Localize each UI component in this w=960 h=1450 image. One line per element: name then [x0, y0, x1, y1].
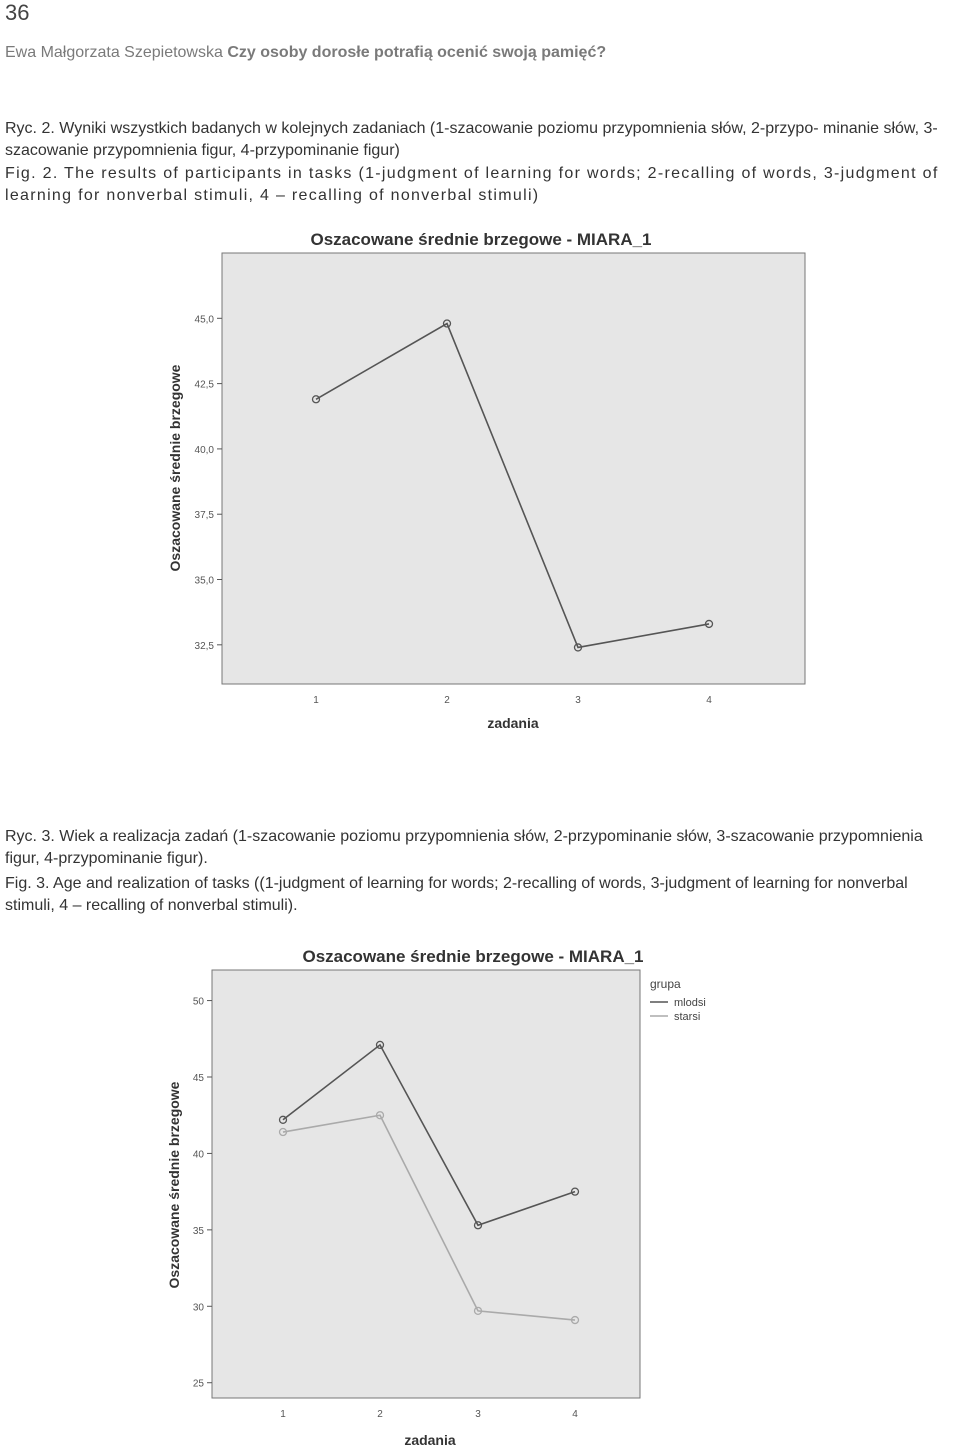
y-tick-label: 35 — [192, 1225, 204, 1237]
y-tick-label: 32,5 — [194, 640, 214, 652]
y-tick-label: 45,0 — [194, 314, 214, 326]
x-tick-label: 2 — [444, 695, 450, 706]
legend-label: mlodsi — [674, 997, 706, 1009]
y-tick-label: 40 — [192, 1149, 204, 1161]
y-tick-label: 45 — [192, 1073, 204, 1084]
plot-area — [222, 253, 805, 684]
x-axis-title: zadania — [404, 1432, 456, 1448]
caption-fig3: Fig. 3. Age and realization of tasks ((1-judgment of learning for words; 2-recalling of words, 3-judgment of learning for nonverbal stimuli, 4 – recalling of nonverbal stimuli). — [5, 875, 908, 914]
x-tick-label: 1 — [313, 695, 319, 706]
y-tick-label: 50 — [192, 996, 204, 1008]
y-tick-label: 42,5 — [194, 379, 214, 391]
x-tick-label: 3 — [575, 695, 581, 706]
legend-label: starsi — [674, 1011, 701, 1023]
y-tick-label: 37,5 — [194, 510, 214, 522]
caption-ryc2: Ryc. 2. Wyniki wszystkich badanych w kolejnych zadaniach (1-szacowanie poziomu przypomnienia słów, 2-przypo- minanie słów, 3-szacowanie przypomnienia figur, 4-przypominanie figur) — [5, 120, 938, 159]
plot-area — [212, 970, 640, 1398]
caption-fig2: Fig. 2. The results of participants in tasks (1-judgment of learning for words; 2-recalling of words, 3-judgment of learning for nonverbal stimuli, 4 – recalling of nonverbal stimuli) — [5, 165, 939, 204]
x-axis-title: zadania — [487, 715, 539, 731]
y-tick-label: 30 — [192, 1302, 204, 1314]
y-axis-title: Oszacowane średnie brzegowe — [166, 1081, 182, 1289]
chart-title: Oszacowane średnie brzegowe - MIARA_1 — [310, 230, 652, 249]
page-number: 36 — [5, 0, 30, 25]
x-tick-label: 3 — [475, 1409, 481, 1420]
y-tick-label: 35,0 — [194, 575, 214, 587]
x-tick-label: 4 — [706, 695, 712, 706]
y-axis-title: Oszacowane średnie brzegowe — [167, 364, 183, 572]
chart-fig3 — [0, 940, 960, 1450]
x-tick-label: 4 — [572, 1409, 578, 1420]
x-tick-label: 1 — [280, 1409, 286, 1420]
chart-fig2 — [0, 225, 960, 785]
y-tick-label: 25 — [192, 1378, 204, 1390]
header-title: Czy osoby dorosłe potrafią ocenić swoją pamięć? — [227, 44, 607, 61]
x-tick-label: 2 — [377, 1409, 383, 1420]
chart-title: Oszacowane średnie brzegowe - MIARA_1 — [302, 947, 644, 966]
header-author: Ewa Małgorzata Szepietowska — [5, 44, 223, 61]
caption-ryc3: Ryc. 3. Wiek a realizacja zadań (1-szacowanie poziomu przypomnienia słów, 2-przypominanie słów, 3-szacowanie przypomnienia figur, 4-przypominanie figur). — [5, 828, 923, 867]
legend-title: grupa — [650, 977, 681, 991]
y-tick-label: 40,0 — [194, 444, 214, 456]
running-header — [5, 44, 606, 62]
